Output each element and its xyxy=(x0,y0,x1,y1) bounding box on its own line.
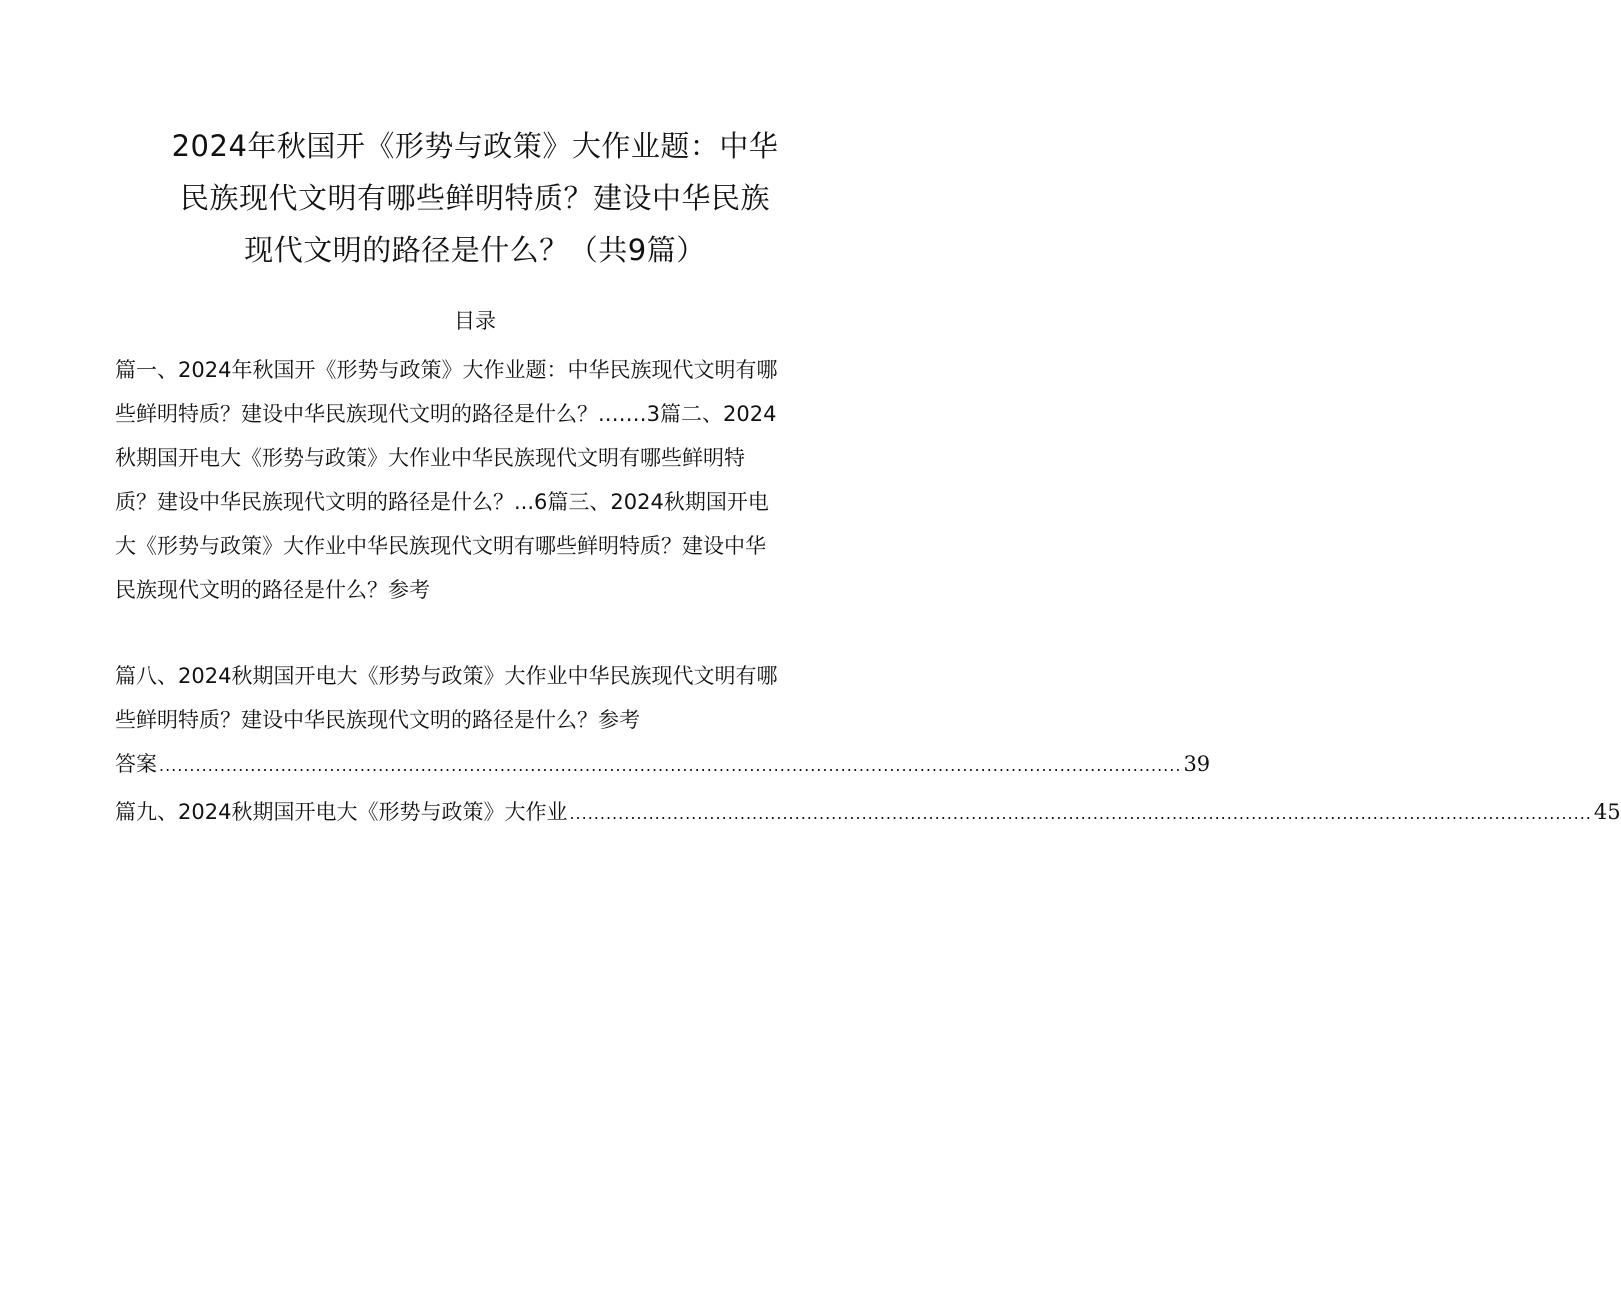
toc-line: 篇八、2024秋期国开电大《形势与政策》大作业中华民族现代文明有哪 xyxy=(115,664,778,688)
toc-line: 质？建设中华民族现代文明的路径是什么？...6篇三、2024秋期国开电 xyxy=(115,490,769,514)
toc-line-text: 篇九、2024秋期国开电大《形势与政策》大作业 xyxy=(115,800,568,824)
toc-entry-8[interactable] xyxy=(115,654,1211,788)
title-line: 民族现代文明有哪些鲜明特质？建设中华民族 xyxy=(179,181,770,215)
toc-line-text: 答案 xyxy=(115,752,157,776)
toc-leader-line xyxy=(115,742,1211,788)
toc-line: 些鲜明特质？建设中华民族现代文明的路径是什么？.……3篇二、2024 xyxy=(115,402,777,426)
toc-heading: 目录 xyxy=(454,309,496,333)
toc-line: 大《形势与政策》大作业中华民族现代文明有哪些鲜明特质？建设中华 xyxy=(115,534,766,558)
toc-line: 篇一、2024年秋国开《形势与政策》大作业题：中华民族现代文明有哪 xyxy=(115,358,778,382)
toc-line: 些鲜明特质？建设中华民族现代文明的路径是什么？参考 xyxy=(115,708,640,732)
toc-leader-line xyxy=(115,790,1621,836)
dot-leader: ........................................................................................................................................................................ xyxy=(569,804,1592,823)
toc-line: 秋期国开电大《形势与政策》大作业中华民族现代文明有哪些鲜明特 xyxy=(115,446,745,470)
title-line: 2024年秋国开《形势与政策》大作业题：中华 xyxy=(171,129,779,163)
document-title xyxy=(130,120,820,276)
title-line: 现代文明的路径是什么？（共9篇） xyxy=(244,233,706,267)
toc-line: 民族现代文明的路径是什么？参考 xyxy=(115,578,430,602)
toc-paragraph-1 xyxy=(115,348,835,612)
page-number: 45 xyxy=(1593,800,1621,824)
toc-entry-9[interactable] xyxy=(115,790,1621,836)
page-number: 39 xyxy=(1183,752,1211,776)
dot-leader: ........................................................................................................................................................................ xyxy=(159,756,1182,775)
